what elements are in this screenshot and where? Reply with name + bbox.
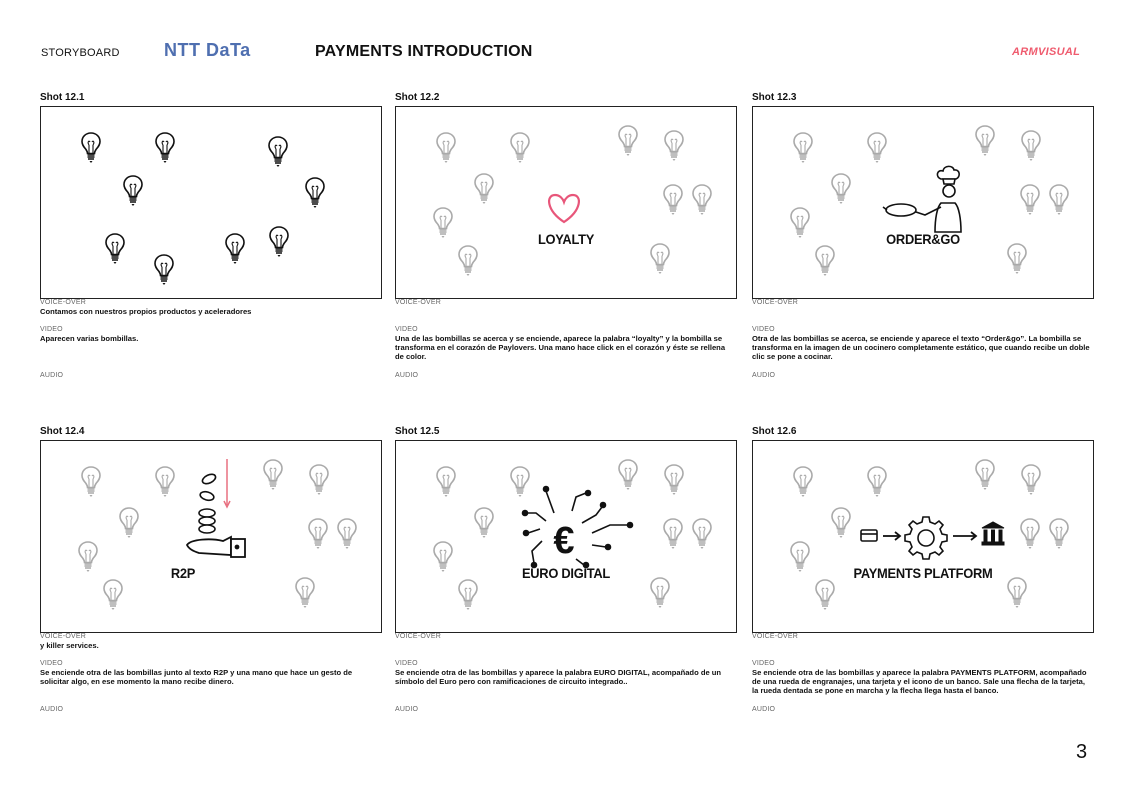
lightbulb-icon (1050, 185, 1068, 215)
voice-over-text: y killer services. (40, 641, 99, 650)
lightbulb-icon (226, 234, 244, 264)
lightbulb-icon (459, 580, 477, 610)
audio-label: AUDIO (40, 372, 64, 379)
hand-icon (187, 537, 245, 557)
video-text: Se enciende otra de las bombillas y aparece la palabra PAYMENTS PLATFORM, acompañado de una rueda de engranajes, una tarjeta y el icono de un banco. Sale una flecha de la tarjeta, la rueda dentada se pone en marcha y la flecha llega hasta el banco. (752, 668, 1087, 695)
voice-over-label: VOICE-OVER (395, 299, 441, 306)
frame-caption: LOYALTY (537, 231, 595, 247)
lightbulb-icon (82, 133, 100, 163)
lightbulb-icon (1008, 244, 1026, 274)
shot-frame (395, 106, 737, 299)
lightbulb-icon (868, 133, 886, 163)
lightbulb-icon (309, 519, 327, 549)
lightbulb-icon (794, 133, 812, 163)
lightbulb-icon (270, 227, 288, 257)
video-text: Aparecen varias bombillas. (40, 334, 139, 343)
shot-frame (40, 106, 382, 299)
lightbulb-icon (106, 234, 124, 264)
lightbulb-icon (1022, 465, 1040, 495)
lightbulb-icon (475, 174, 493, 204)
bulbs-scene (41, 441, 381, 632)
bulbs-scene (753, 107, 1093, 298)
frame-caption: PAYMENTS PLATFORM (853, 565, 993, 581)
lightbulb-icon (832, 174, 850, 204)
lightbulb-icon (816, 246, 834, 276)
lightbulb-icon (651, 578, 669, 608)
shot-frame (752, 106, 1094, 299)
bulbs-scene (753, 441, 1093, 632)
lightbulb-icon (1022, 131, 1040, 161)
audio-label: AUDIO (40, 706, 64, 713)
lightbulb-icon (619, 126, 637, 156)
lightbulb-icon (156, 133, 174, 163)
frame-caption: R2P (170, 565, 196, 581)
shot-label: Shot 12.3 (752, 92, 797, 103)
voice-over-label: VOICE-OVER (40, 633, 86, 640)
lightbulb-icon (794, 467, 812, 497)
shot-frame (395, 440, 737, 633)
lightbulb-icon (816, 580, 834, 610)
armvisual-logo: ARMVISUAL (1012, 46, 1081, 58)
euro-circuit-icon (523, 487, 633, 568)
lightbulb-icon (511, 133, 529, 163)
voice-over-text: Contamos con nuestros propios productos y aceleradores (40, 307, 252, 316)
lightbulb-icon (651, 244, 669, 274)
lightbulb-icon (868, 467, 886, 497)
audio-label: AUDIO (752, 372, 776, 379)
lightbulb-icon (1008, 578, 1026, 608)
lightbulb-icon (104, 580, 122, 610)
lightbulb-icon (511, 467, 529, 497)
shot-frame (40, 440, 382, 633)
ntt-data-logo: NTT DaTa (164, 40, 251, 60)
lightbulb-icon (665, 131, 683, 161)
shot-label: Shot 12.6 (752, 426, 797, 437)
shot-label: Shot 12.5 (395, 426, 440, 437)
card-icon (861, 530, 877, 541)
lightbulb-icon (664, 519, 682, 549)
voice-over-label: VOICE-OVER (40, 299, 86, 306)
gear-icon (905, 517, 947, 559)
lightbulb-icon (437, 133, 455, 163)
video-text: Se enciende otra de las bombillas junto al texto R2P y una mano que hace un gesto de solicitar algo, en ese momento la mano recibe dinero. (40, 668, 353, 686)
shot-label: Shot 12.4 (40, 426, 85, 437)
lightbulb-icon (475, 508, 493, 538)
video-text: Una de las bombillas se acerca y se enciende, aparece la palabra “loyalty” y la bombilla se transforma en el corazón de Paylovers. Una mano hace click en el corazón y éste se rellena de color. (395, 334, 726, 361)
audio-label: AUDIO (395, 372, 419, 379)
page-title: PAYMENTS INTRODUCTION (315, 43, 533, 60)
lightbulb-icon (124, 176, 142, 206)
lightbulb-icon (306, 178, 324, 208)
frame-caption: EURO DIGITAL (521, 565, 611, 581)
lightbulb-icon (664, 185, 682, 215)
lightbulb-icon (269, 137, 287, 167)
lightbulb-icon (338, 519, 356, 549)
lightbulb-icon (459, 246, 477, 276)
shot-label: Shot 12.2 (395, 92, 440, 103)
bulbs-scene (41, 107, 381, 298)
lightbulb-icon (156, 467, 174, 497)
heart-icon (549, 195, 579, 222)
page-header (0, 0, 1129, 80)
voice-over-label: VOICE-OVER (752, 633, 798, 640)
video-label: VIDEO (752, 326, 775, 333)
lightbulb-icon (82, 467, 100, 497)
video-label: VIDEO (395, 660, 418, 667)
lightbulb-icon (693, 185, 711, 215)
lightbulb-icon (155, 255, 173, 285)
storyboard-label: STORYBOARD (41, 47, 120, 59)
lightbulb-icon (619, 460, 637, 490)
lightbulb-icon (296, 578, 314, 608)
lightbulb-icon (976, 126, 994, 156)
video-label: VIDEO (395, 326, 418, 333)
voice-over-label: VOICE-OVER (752, 299, 798, 306)
bulbs-scene (396, 441, 736, 632)
lightbulb-icon (120, 508, 138, 538)
lightbulb-icon (1021, 185, 1039, 215)
bulbs-scene (396, 107, 736, 298)
video-label: VIDEO (40, 660, 63, 667)
lightbulb-icon (437, 467, 455, 497)
svg-text:€: € (553, 520, 575, 562)
shot-frame (752, 440, 1094, 633)
shot-label: Shot 12.1 (40, 92, 85, 103)
lightbulb-icon (1050, 519, 1068, 549)
lightbulb-icon (1021, 519, 1039, 549)
audio-label: AUDIO (395, 706, 419, 713)
bank-icon (982, 522, 1004, 545)
video-label: VIDEO (40, 326, 63, 333)
video-label: VIDEO (752, 660, 775, 667)
lightbulb-icon (310, 465, 328, 495)
lightbulb-icon (832, 508, 850, 538)
lightbulb-icon (976, 460, 994, 490)
coins-icon (199, 472, 217, 533)
lightbulb-icon (264, 460, 282, 490)
frame-caption: ORDER&GO (886, 231, 960, 247)
voice-over-label: VOICE-OVER (395, 633, 441, 640)
chef-icon (883, 166, 961, 232)
audio-label: AUDIO (752, 706, 776, 713)
page-number: 3 (1076, 741, 1088, 763)
video-text: Otra de las bombillas se acerca, se enciende y aparece el texto “Order&go”. La bombilla se transforma en la imagen de un cocinero completamente estático, que cuando recibe un doble clic se pone a cocinar. (752, 334, 1090, 361)
lightbulb-icon (693, 519, 711, 549)
lightbulb-icon (665, 465, 683, 495)
video-text: Se enciende otra de las bombillas y aparece la palabra EURO DIGITAL, acompañado de un símbolo del Euro pero con ramificaciones de circuito integrado.. (395, 668, 722, 686)
